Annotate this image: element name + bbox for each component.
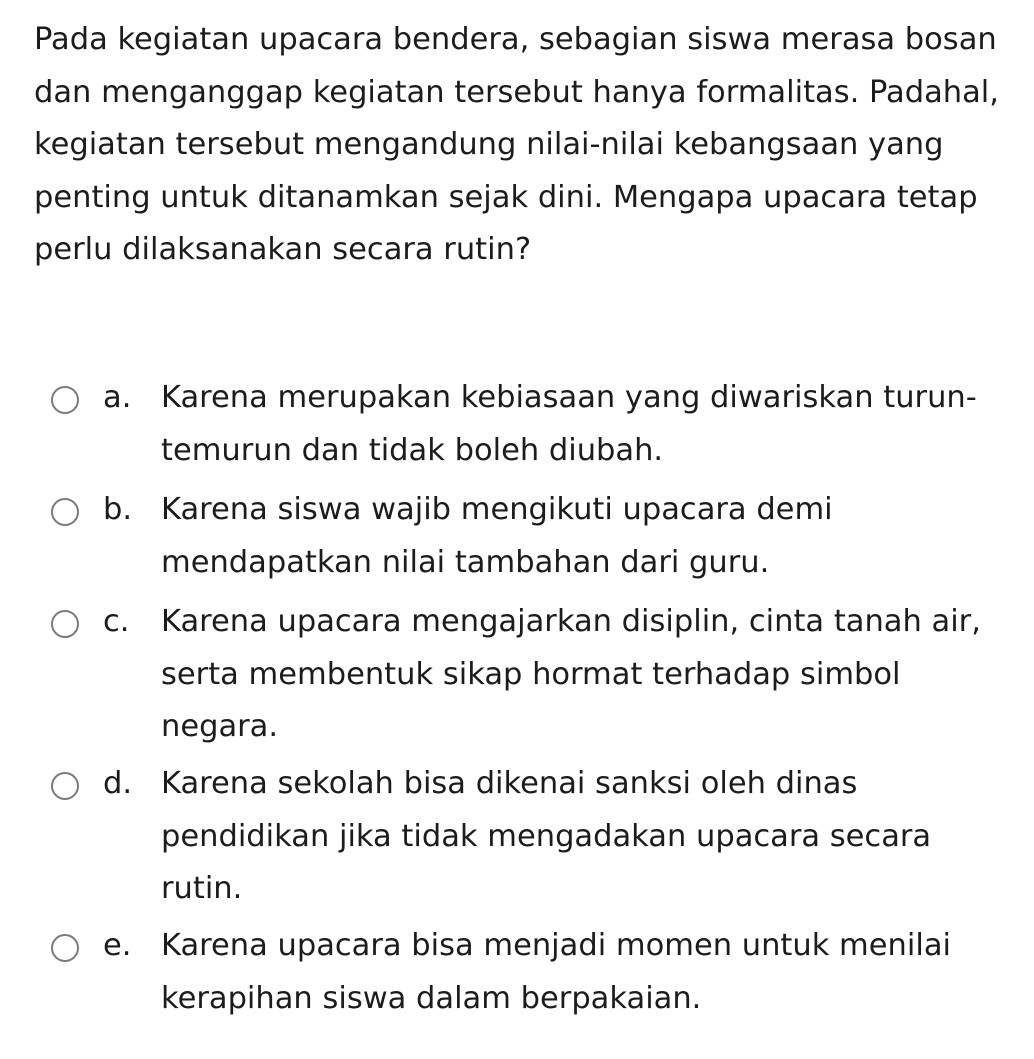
option-e[interactable] bbox=[0, 920, 1034, 1032]
radio-option-d[interactable] bbox=[51, 772, 79, 800]
option-b-letter: b. bbox=[103, 492, 133, 527]
option-d-text: Karena sekolah bisa dikenai sanksi oleh dinas pendidikan jika tidak mengadakan upacara secara rutin. bbox=[161, 766, 932, 906]
option-b[interactable] bbox=[0, 484, 1034, 596]
option-c-letter: c. bbox=[103, 604, 130, 639]
option-a-text: Karena merupakan kebiasaan yang diwariskan turun-temurun dan tidak boleh diubah. bbox=[161, 380, 977, 468]
radio-option-a[interactable] bbox=[51, 386, 79, 414]
option-c-text: Karena upacara mengajarkan disiplin, cinta tanah air, serta membentuk sikap hormat terhadap simbol negara. bbox=[161, 604, 981, 744]
radio-option-b[interactable] bbox=[51, 498, 79, 526]
option-d[interactable] bbox=[0, 758, 1034, 920]
radio-option-e[interactable] bbox=[51, 934, 79, 962]
option-d-letter: d. bbox=[103, 766, 133, 801]
answer-options bbox=[0, 372, 1034, 1032]
radio-option-c[interactable] bbox=[51, 610, 79, 638]
option-b-text: Karena siswa wajib mengikuti upacara demi mendapatkan nilai tambahan dari guru. bbox=[161, 492, 833, 580]
option-a[interactable] bbox=[0, 372, 1034, 484]
option-e-text: Karena upacara bisa menjadi momen untuk menilai kerapihan siswa dalam berpakaian. bbox=[161, 928, 951, 1016]
option-e-letter: e. bbox=[103, 928, 132, 963]
question-text: Pada kegiatan upacara bendera, sebagian siswa merasa bosan dan menganggap kegiatan tersebut hanya formalitas. Padahal, kegiatan tersebut mengandung nilai-nilai kebangsaan yang penting untuk ditanamkan sejak dini. Mengapa upacara tetap perlu dilaksanakan secara rutin? bbox=[34, 22, 999, 267]
option-a-letter: a. bbox=[103, 380, 132, 415]
option-c[interactable] bbox=[0, 596, 1034, 758]
